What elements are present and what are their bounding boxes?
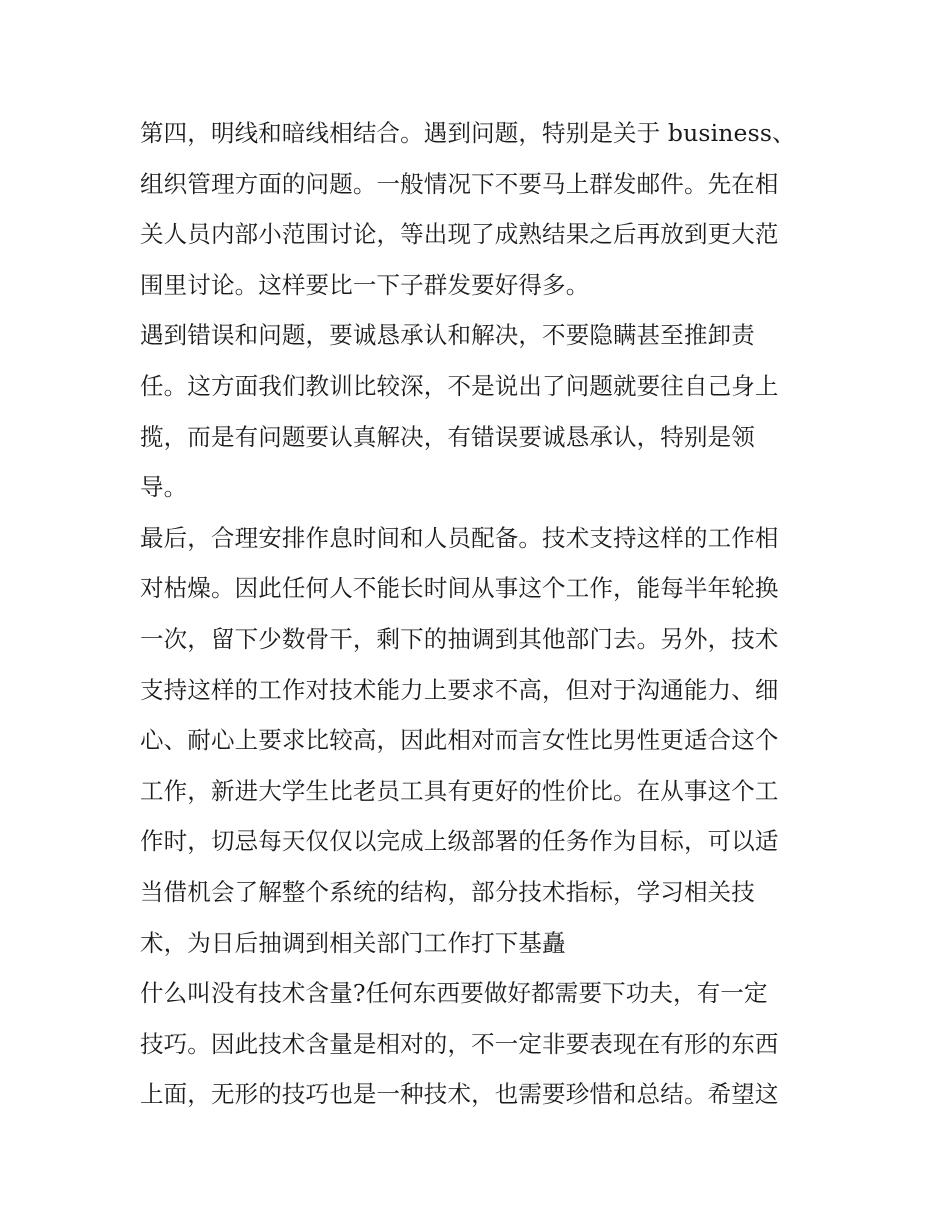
text-line: 上面，无形的技巧也是一种技术，也需要珍惜和总结。希望这: [140, 1080, 779, 1109]
paragraph-4: [140, 968, 820, 1120]
text-line: 导。: [140, 473, 188, 502]
text-line: 什么叫没有技术含量?任何东西要做好都需要下功夫，有一定: [140, 979, 768, 1008]
text-line: 第四，明线和暗线相结合。遇到问题，特别是关于 business、: [140, 119, 796, 147]
paragraph-2: [140, 310, 820, 512]
text-line: 组织管理方面的问题。一般情况下不要马上群发邮件。先在相: [140, 169, 779, 198]
paragraph-3: [140, 513, 820, 968]
text-line: 对枯燥。因此任何人不能长时间从事这个工作，能每半年轮换: [140, 574, 779, 603]
text-line: 作时，切忌每天仅仅以完成上级部署的任务作为目标，可以适: [140, 827, 779, 856]
text-line: 遇到错误和问题，要诚恳承认和解决，不要隐瞒甚至推卸责: [140, 321, 755, 350]
text-line: 最后，合理安排作息时间和人员配备。技术支持这样的工作相: [140, 523, 779, 552]
text-line: 工作，新进大学生比老员工具有更好的性价比。在从事这个工: [140, 776, 779, 805]
document-body: [140, 108, 820, 1120]
text-line: 揽，而是有问题要认真解决，有错误要诚恳承认，特别是领: [140, 422, 755, 451]
text-line: 围里讨论。这样要比一下子群发要好得多。: [140, 270, 590, 299]
text-line: 关人员内部小范围讨论，等出现了成熟结果之后再放到更大范: [140, 220, 779, 249]
text-line: 技巧。因此技术含量是相对的，不一定非要表现在有形的东西: [140, 1029, 779, 1058]
text-line: 任。这方面我们教训比较深，不是说出了问题就要往自己身上: [140, 371, 779, 400]
text-line: 支持这样的工作对技术能力上要求不高，但对于沟通能力、细: [140, 675, 779, 704]
text-line: 心、耐心上要求比较高，因此相对而言女性比男性更适合这个: [140, 726, 779, 755]
paragraph-1: [140, 108, 820, 310]
text-line: 当借机会了解整个系统的结构，部分技术指标，学习相关技: [140, 877, 755, 906]
text-line: 一次，留下少数骨干，剩下的抽调到其他部门去。另外，技术: [140, 624, 779, 653]
text-line: 术，为日后抽调到相关部门工作打下基矗: [140, 928, 566, 957]
